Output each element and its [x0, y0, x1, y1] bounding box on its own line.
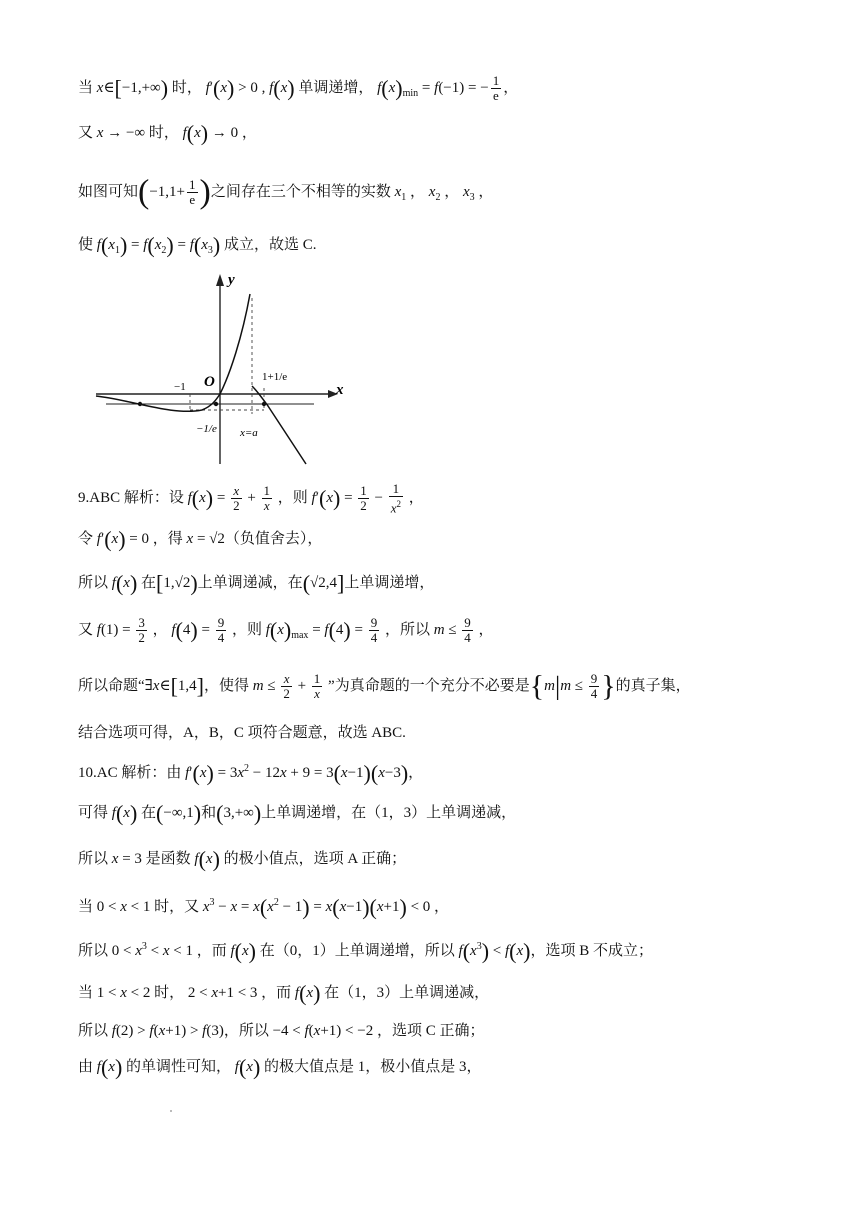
function-graph-figure — [92, 268, 352, 468]
right-curve — [252, 386, 306, 464]
text-line-12: 可得 f(x) 在(−∞,1)和(3,+∞)上单调递增，在（1，3）上单调递减， — [78, 800, 517, 826]
text-line-6: 令 f′(x) = 0 ，得 x = √2（负值舍去）， — [78, 526, 323, 552]
text-line-16: 当 1 < x < 2 时， 2 < x+1 < 3 ，而 f(x) 在（1，3）上单调递减， — [78, 980, 490, 1006]
text-line-9: 所以命题“∃x∈[1,4]，使得 m ≤ $\frac{x}{2}$ + $\frac{1}{x}$ ”为真命题的一个充分不必要是{m|m ≤ $\frac{9}{4}$ }的真子集， — [78, 669, 691, 703]
text-line-13: 所以 x = 3 是函数 f(x) 的极小值点，选项 A 正确； — [78, 846, 407, 872]
text-line-17: 所以 f(2) > f(x+1) > f(3)，所以 −4 < f(x+1) < −2 ，选项 C 正确； — [78, 1023, 485, 1039]
text-line-1: 当 x∈[−1,+∞) 时， f′(x) > 0 , f(x) 单调递增， $f(x)_{min} = f(-1)$ = − $\frac{1}{e}$ ， — [78, 73, 519, 103]
text-line-5: 9.ABC 解析：设 f(x) = $\frac{x}{2}$ + $\frac{1}{x}$ ，则 f′(x) = $\frac{1}{2}$ − $\frac{1}{x^2}$ ， — [78, 481, 424, 516]
text-line-18: 由 f(x) 的单调性可知， f(x) 的极大值点是 1，极小值点是 3， — [78, 1054, 482, 1080]
right-label: 1+1/e — [262, 371, 288, 383]
text-line-2: 又 x → −∞ 时， f(x) → 0 ， — [78, 120, 257, 146]
text-line-15: 所以 $0 < x^3 < x < 1$ ，而 f(x) 在（0，1）上单调递增，所以 $f(x^3) < f(x)$，选项 B 不成立； — [78, 938, 653, 964]
point-x2 — [214, 402, 218, 406]
text-line-10: 结合选项可得，A，B，C 项符合题意，故选 ABC. — [78, 725, 406, 741]
text-line-4: 使 $f(x_1) = f(x_2) = f(x_3)$ 成立，故选 C. — [78, 232, 317, 258]
text-line-11: 10.AC 解析：由 $f'(x) = 3x^2 - 12x + 9 = 3(x-1)(x-3)$， — [78, 760, 424, 786]
point-x1 — [138, 402, 142, 406]
origin-label: O — [204, 374, 215, 390]
min-label: −1/e — [196, 423, 217, 435]
y-axis-arrow — [216, 274, 224, 286]
point-x3 — [262, 402, 266, 406]
page-speck — [170, 1110, 172, 1112]
text-line-3: 如图可知(−1,1+ $\frac{1}{e}$ )之间存在三个不相等的实数 $x_1$ ， $x_2$ ， $x_3$ ， — [78, 173, 494, 211]
text-line-14: 当 0 < x < 1 时，又 $x^3 - x = x(x^2 - 1) = x(x-1)(x+1) < 0$ ， — [78, 894, 450, 920]
y-axis-label: y — [228, 272, 235, 288]
x-axis-label: x — [336, 382, 344, 398]
text-line-8: 又 f(1) = $\frac{3}{2}$ ， f(4) = $\frac{9}{4}$ ，则 $f(x)_{max} = f(4)$ = $\frac{9}{4}$ ，所以 m ≤ $\frac{9}{4}$ ， — [78, 615, 494, 645]
xa-label: x=a — [240, 427, 258, 439]
text-line-7: 所以 f(x) 在[1,√2)上单调递减，在(√2,4]上单调递增， — [78, 570, 435, 596]
neg1-label: −1 — [174, 381, 186, 393]
